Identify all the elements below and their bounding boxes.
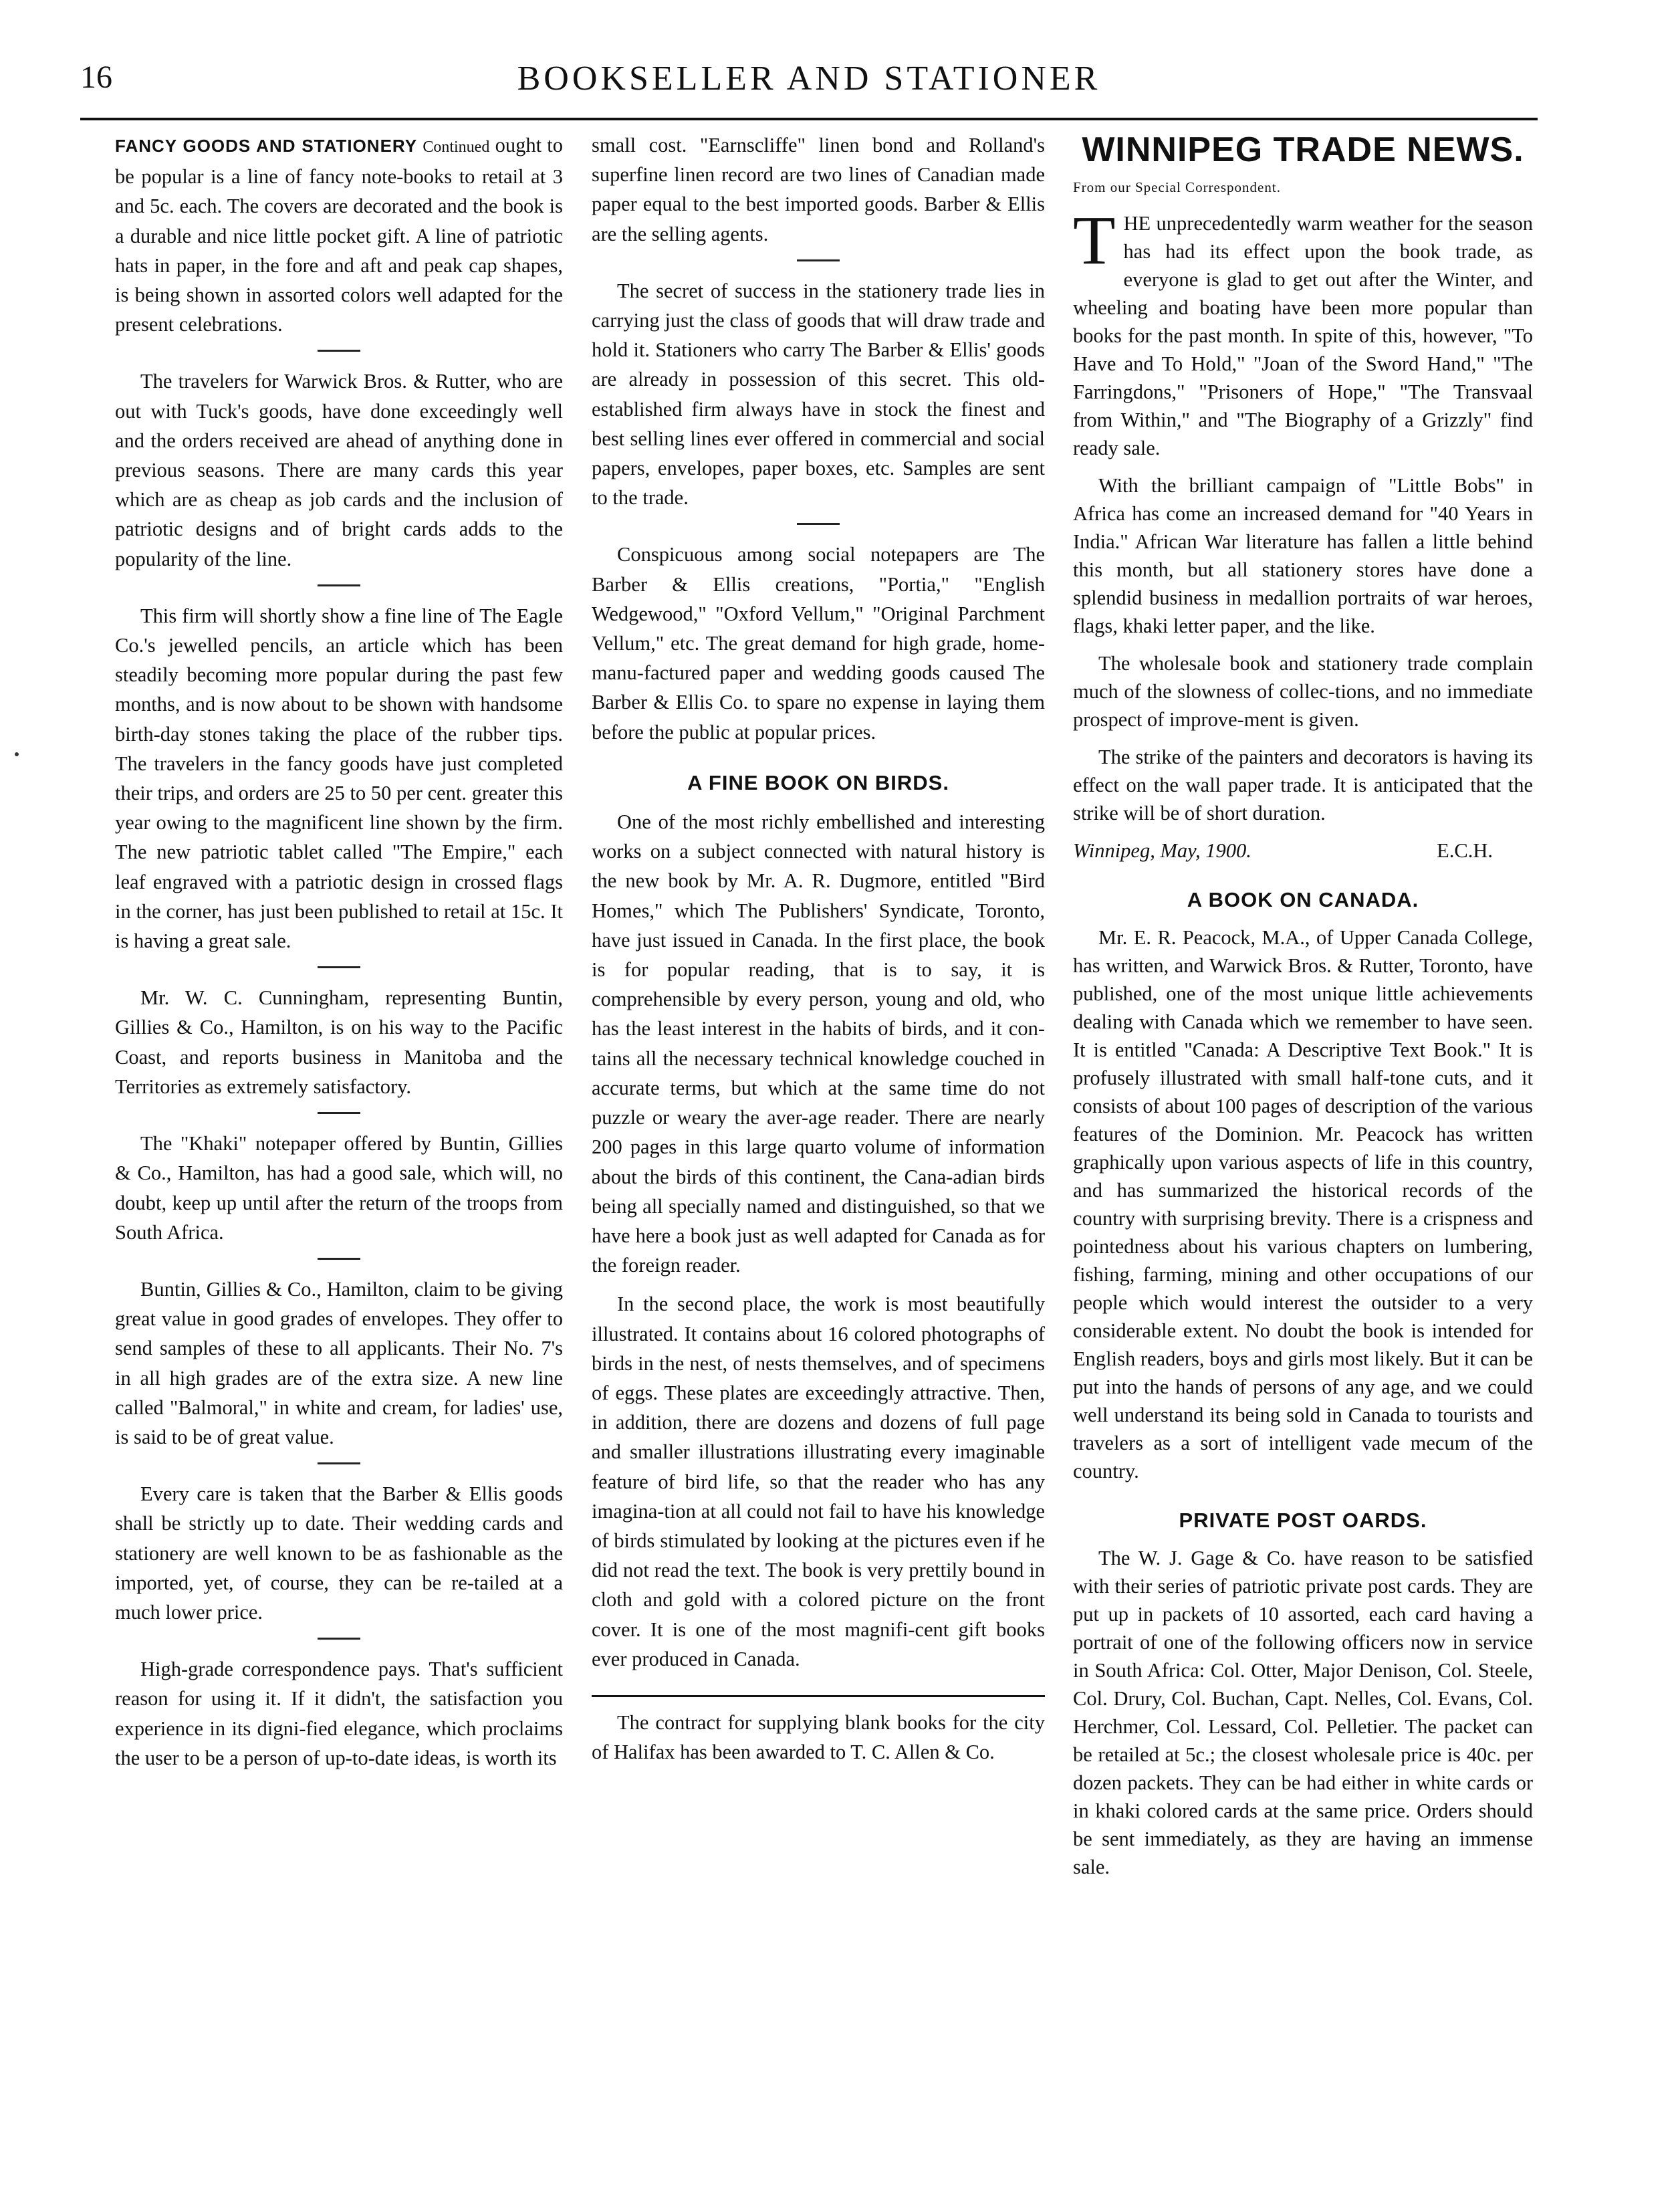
page-header — [80, 59, 1538, 119]
separator — [318, 966, 360, 968]
article-paragraph: small cost. "Earnscliffe" linen bond and Rolland's superfine linen record are two lines of Canadian made paper equal to the best imported goods. Barber & Ellis are the selling agents. — [592, 134, 1045, 245]
separator — [318, 1112, 360, 1114]
column-3 — [1073, 130, 1533, 1890]
signature-line — [1073, 837, 1533, 865]
article-paragraph — [115, 130, 563, 339]
article-paragraph: This firm will shortly show a fine line of The Eagle Co.'s jewelled pencils, an article which has been steadily becoming more popular during the past few months, and is now about to be shown with handsome birth-day stones taking the place of the rubber tips. The travelers in the fancy goods have just completed their trips, and orders are 25 to 50 per cent. greater this year owing to the magnificent line shown by the firm. The new patriotic tablet called "The Empire," each leaf engraved with a patriotic design in crossed flags in the corner, has just been published to retail at 15c. It is having a great sale. — [115, 604, 563, 953]
drop-cap: T — [1073, 202, 1116, 279]
article-paragraph: Mr. E. R. Peacock, M.A., of Upper Canada College, has written, and Warwick Bros. & Rutter, Toronto, have published, one of the most unique little achievements dealing with Canada which we remember to have seen. It is entitled "Canada: A Descriptive Text Book." It is profusely illustrated with small half-tone cuts, and it consists of about 100 pages of description of the various features of the Dominion. Mr. Peacock has written graphically upon various aspects of life in this country, and has summarized the historical records of the country with surprising brevity. There is a crispness and pointedness about his various chapters on lumbering, fishing, farming, mining and other occupations of our people which would interest the outsider to a very considerable extent. No doubt the book is intended for English readers, boys and girls most likely. But it can be put into the hands of persons of any age, and we could well understand its being sold in Canada to tourists and travelers as a sort of intelligent vade mecum of the country. — [1073, 926, 1533, 1482]
page-number: 16 — [80, 60, 112, 95]
section-heading: WINNIPEG TRADE NEWS. — [1082, 130, 1524, 169]
article-paragraph: The contract for supplying blank books for the city of Halifax has been awarded to T. C. Allen & Co. — [592, 1710, 1045, 1764]
article-paragraph: With the brilliant campaign of "Little Bobs" in Africa has come an increased demand for "40 Years in India." African War literature has fallen a little behind this month, but all stationery stores have done a splendid business in medallion portraits of war heroes, flags, khaki letter paper, and the like. — [1073, 474, 1533, 637]
separator — [797, 259, 840, 261]
article-paragraph: The W. J. Gage & Co. have reason to be satisfied with their series of patriotic private post cards. They are put up in packets of 10 assorted, each card having a portrait of one of the following officers now in service in South Africa: Col. Otter, Major Denison, Col. Steele, Col. Drury, Col. Buchan, Capt. Nelles, Col. Evans, Col. Herchmer, Col. Lessard, Col. Pelletier. The packet can be retailed at 5c.; the closest wholesale price is 40c. per dozen packets. They can be had either in white cards or in khaki colored cards at the same price. Orders should be sent immediately, as they are having an immense sale. — [1073, 1547, 1533, 1878]
section-heading: A BOOK ON CANADA. — [1187, 888, 1419, 911]
publication-title: BOOKSELLER AND STATIONER — [517, 60, 1101, 98]
article-paragraph: Buntin, Gillies & Co., Hamilton, claim to be giving great value in good grades of envelopes. They offer to send samples of these to all applicants. Their No. 7's in all high grades are of the extra size. A new line called "Balmoral," in white and cream, for ladies' use, is said to be of great value. — [115, 1277, 563, 1448]
article-paragraph: The strike of the painters and decorators is having its effect on the wall paper trade. It is anticipated that the strike will be of short duration. — [1073, 746, 1533, 824]
separator — [318, 350, 360, 352]
separator — [797, 523, 840, 525]
column-1 — [115, 130, 563, 1782]
article-paragraph: Conspicuous among social notepapers are The Barber & Ellis creations, "Portia," "English Wedgewood," "Oxford Vellum," "Original Parchment Vellum," etc. The great demand for high grade, home-manu-factured paper and wedding goods caused The Barber & Ellis Co. to spare no expense in laying them before the public at popular prices. — [592, 543, 1045, 744]
separator — [318, 584, 360, 586]
article-paragraph: The "Khaki" notepaper offered by Buntin, Gillies & Co., Hamilton, has had a good sale, which will, no doubt, keep up until after the return of the troops from South Africa. — [115, 1132, 563, 1244]
section-heading: A FINE BOOK ON BIRDS. — [687, 770, 949, 794]
byline: From our Special Correspondent. — [1073, 179, 1281, 195]
column-2 — [592, 130, 1045, 1776]
article-paragraph — [1073, 202, 1533, 462]
note-box — [592, 1695, 1045, 1767]
article-paragraph: In the second place, the work is most beautifully illustrated. It contains about 16 colored photographs of birds in the nest, of nests themselves, and of specimens of eggs. These plates are exceedingly attractive. Then, in addition, there are dozens and dozens of full page and smaller illustrations illustrating every imaginable feature of bird life, so that the reader who has any imagina-tion at all could not fail to have his knowledge of birds stimulated by looking at the pictures even if he did not read the text. The book is very prettily bound in cloth and gold with a colored picture on the front cover. It is one of the most magnifi-cent gift books ever produced in Canada. — [592, 1293, 1045, 1670]
article-paragraph: The travelers for Warwick Bros. & Rutter, who are out with Tuck's goods, have done exceedingly well and the orders received are ahead of anything done in previous seasons. There are many cards this year which are as cheap as job cards and the inclusion of patriotic designs and of bright cards adds to the popularity of the line. — [115, 370, 563, 570]
section-heading: PRIVATE POST OARDS. — [1179, 1509, 1427, 1532]
margin-speck — [15, 752, 19, 756]
separator — [318, 1638, 360, 1640]
section-runin-heading: FANCY GOODS AND STATIONERY — [115, 136, 418, 156]
continued-label: Continued — [423, 138, 490, 156]
article-paragraph: The wholesale book and stationery trade complain much of the slowness of collec-tions, and no immediate prospect of improve-ment is given. — [1073, 652, 1533, 731]
paragraph-text: HE unprecedentedly warm weather for the season has had its effect upon the book trade, as everyone is glad to get out after the Winter, and wheeling and boating have been more popular than books for the past month. In spite of this, however, "To Have and To Hold," "Joan of the Sword Hand," "The Farringdons," "Prisoners of Hope," "The Transvaal from Within," and "The Biography of a Grizzly" find ready sale. — [1073, 212, 1533, 459]
article-paragraph: Every care is taken that the Barber & Ellis goods shall be strictly up to date. Their wedding cards and stationery are well known to be as fashionable as the imported, yet, of course, they can be re-tailed at a much lower price. — [115, 1482, 563, 1624]
separator — [318, 1258, 360, 1260]
author-initials: E.C.H. — [1437, 839, 1493, 862]
article-paragraph: Mr. W. C. Cunningham, representing Buntin, Gillies & Co., Hamilton, is on his way to the Pacific Coast, and reports business in Manitoba and the Territories as extremely satisfactory. — [115, 986, 563, 1098]
article-paragraph: The secret of success in the stationery trade lies in carrying just the class of goods that will draw trade and hold it. Stationers who carry The Barber & Ellis' goods are already in possession of this secret. This old-established firm always have in stock the finest and best selling lines ever offered in commercial and social papers, envelopes, paper boxes, etc. Samples are sent to the trade. — [592, 279, 1045, 510]
article-paragraph: High-grade correspondence pays. That's sufficient reason for using it. If it didn't, the satisfaction you experience in its digni-fied elegance, which proclaims the user to be a person of up-to-date ideas, is worth its — [115, 1658, 563, 1769]
dateline: Winnipeg, May, 1900. — [1073, 839, 1251, 862]
paragraph-text: ought to be popular is a line of fancy note-books to retail at 3 and 5c. each. The covers are decorated and the book is a durable and nice little pocket gift. A line of patriotic hats in paper, in the fore and aft and peak cap shapes, is being shown in assorted colors well adapted for the present celebrations. — [115, 134, 564, 336]
separator — [318, 1462, 360, 1464]
article-paragraph: One of the most richly embellished and interesting works on a subject connected with natural history is the new book by Mr. A. R. Dugmore, entitled "Bird Homes," which The Publishers' Syndicate, Toronto, have just issued in Canada. In the first place, the book is for popular reading, that is to say, it is comprehensible by every person, young and old, who has the least interest in the habits of birds, and it con-tains all the necessary technical knowledge couched in accurate terms, but which at the same time do not puzzle or weary the aver-age reader. There are nearly 200 pages in this large quarto volume of information about the birds of this continent, the Cana-adian birds being all specially named and distinguished, so that we have here a book just as well adapted for Canada as for the foreign reader. — [592, 810, 1045, 1277]
header-rule — [80, 118, 1538, 120]
